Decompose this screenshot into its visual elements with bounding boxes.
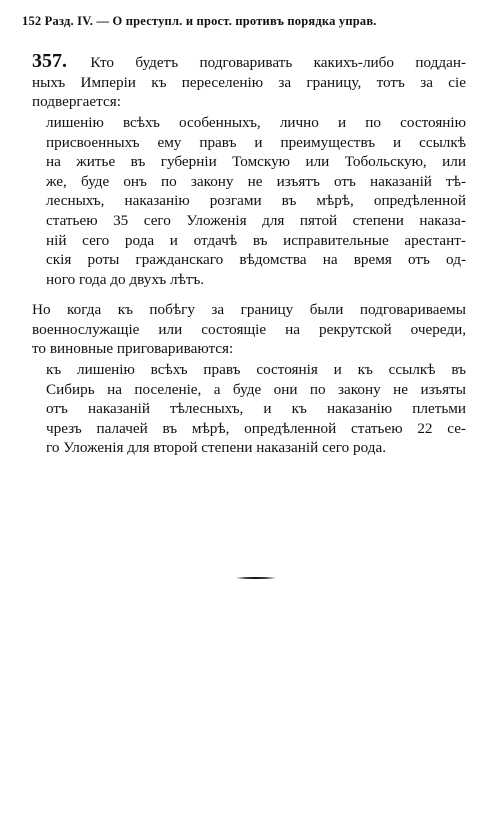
penalty-block-1 [46,113,466,289]
text-line: ныхъ Имперіи къ переселенію за границу, тотъ за сіе [32,73,466,91]
text-line: чрезъ палачей въ мѣрѣ, опредѣленной статьею 22 се- [46,419,466,437]
running-header: 152 Разд. IV. — О преступл. и прост. противъ порядка управ. [22,14,377,28]
text-line: Сибирь на поселеніе, а буде они по закону не изъяты [46,380,466,398]
condition-block [32,300,466,359]
text-line: присвоенныхъ ему правъ и преимуществъ и ссылкѣ [46,133,466,151]
intro-line-1-text: Кто будетъ подговаривать какихъ-либо поддан- [90,54,466,71]
text-line: подвергается: [32,93,121,111]
text-line [32,52,466,73]
text-line: ного года до двухъ лѣтъ. [46,270,205,288]
text-line: го Уложенія для второй степени наказаній сего рода. [46,439,386,457]
text-line: лишенію всѣхъ особенныхъ, лично и по состоянію [46,114,466,131]
text-line: ній сего рода и отдачѣ въ исправительные арестант- [46,231,466,249]
text-line: то виновные приговариваются: [32,340,234,358]
text-line: же, буде онъ по закону не изъятъ отъ наказаній тѣ- [46,172,466,190]
section-end-ornament [236,576,276,580]
text-line: Но когда къ побѣгу за границу были подговариваемы [32,301,466,318]
text-line: статьею 35 сего Уложенія для пятой степени наказа- [46,211,466,229]
article-intro [32,52,466,112]
text-line: лесныхъ, наказанію розгами въ мѣрѣ, опредѣленной [46,192,466,210]
text-line: скія роты гражданскаго вѣдомства на время отъ од- [46,251,466,269]
penalty-block-2 [46,360,466,458]
text-line: на житье въ губерніи Томскую или Тобольскую, или [46,153,466,171]
article-number: 357. [32,52,67,72]
text-line: къ лишенію всѣхъ правъ состоянія и къ ссылкѣ въ [46,361,466,378]
text-line: военнослужащіе или состоящіе на рекрутской очереди, [32,320,466,338]
text-line: отъ наказаній тѣлесныхъ, и къ наказанію плетьми [46,400,466,418]
